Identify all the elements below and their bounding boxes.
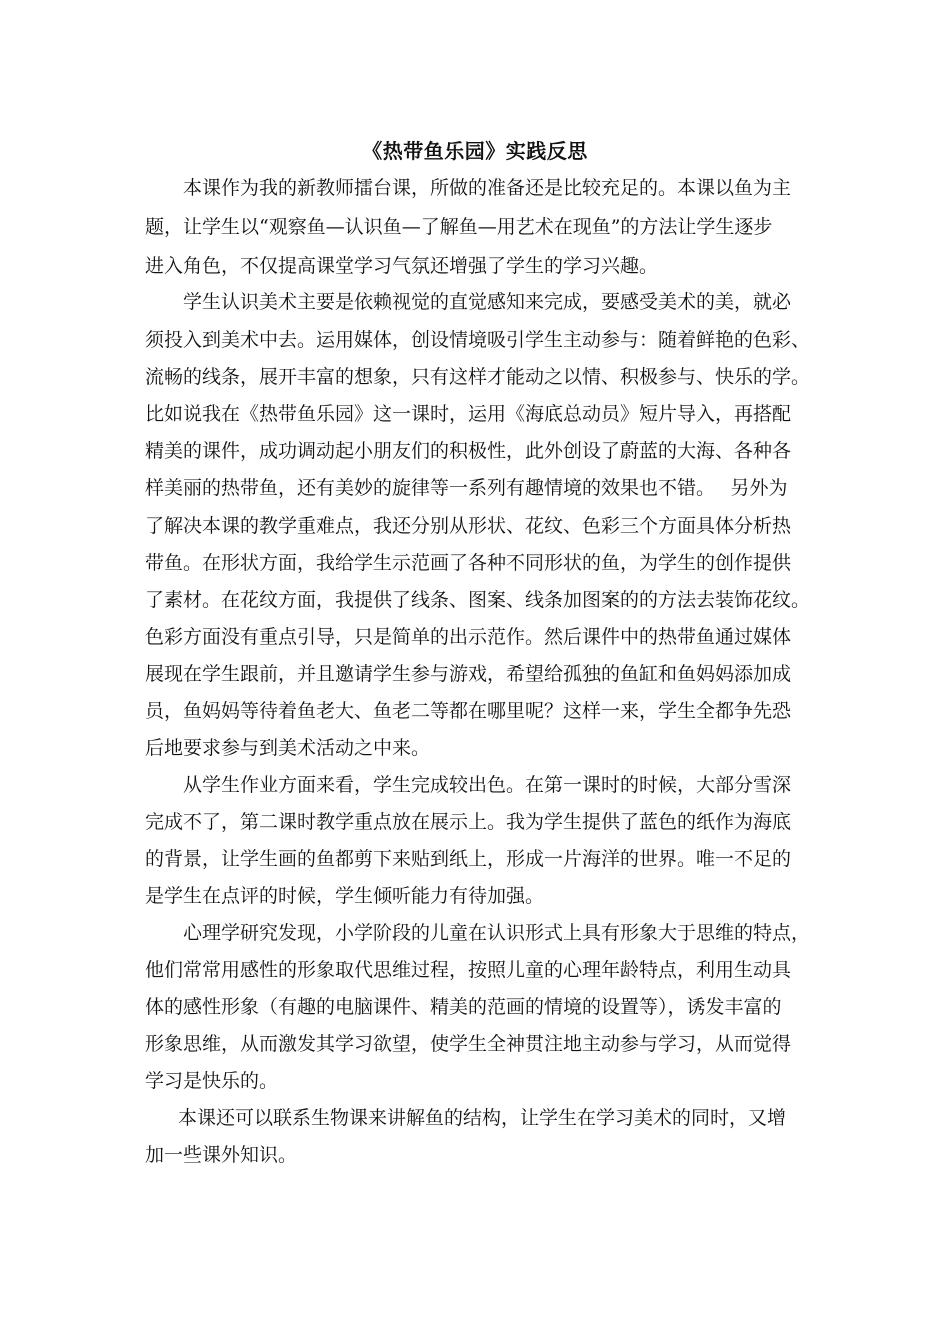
paragraph-3-line-3: 的背景，让学生画的鱼都剪下来贴到纸上，形成一片海洋的世界。唯一不足的 (145, 848, 792, 870)
paragraph-4-line-2: 他们常常用感性的形象取代思维过程，按照儿童的心理年龄特点，利用生动具 (145, 959, 792, 981)
paragraph-2-line-10: 色彩方面没有重点引导，只是简单的出示范作。然后课件中的热带鱼通过媒体 (145, 626, 792, 648)
paragraph-4-line-1: 心理学研究发现，小学阶段的儿童在认识形式上具有形象大于思维的特点， (183, 922, 811, 944)
paragraph-2-line-7: 了解决本课的教学重难点，我还分别从形状、花纹、色彩三个方面具体分析热 (145, 515, 792, 537)
paragraph-2-line-9: 了素材。在花纹方面，我提供了线条、图案、线条加图案的的方法去装饰花纹。 (145, 589, 811, 611)
paragraph-2-line-2: 须投入到美术中去。运用媒体，创设情境吸引学生主动参与：随着鲜艳的色彩、 (145, 329, 811, 351)
paragraph-2-line-11: 展现在学生跟前，并且邀请学生参与游戏，希望给孤独的鱼缸和鱼妈妈添加成 (145, 663, 792, 685)
paragraph-1-line-2: 题，让学生以“观察鱼—认识鱼—了解鱼—用艺术在现鱼”的方法让学生逐步 (145, 216, 773, 238)
paragraph-5-line-2: 加一些课外知识。 (145, 1144, 298, 1166)
paragraph-1-line-1: 本课作为我的新教师擂台课，所做的准备还是比较充足的。本课以鱼为主 (183, 177, 792, 199)
paragraph-4-line-3: 体的感性形象（有趣的电脑课件、精美的范画的情境的设置等），诱发丰富的 (145, 996, 782, 1018)
paragraph-3-line-1: 从学生作业方面来看，学生完成较出色。在第一课时的时候，大部分雪深 (183, 774, 792, 796)
paragraph-2-line-13: 后地要求参与到美术活动之中来。 (145, 737, 431, 759)
paragraph-3-line-4: 是学生在点评的时候，学生倾听能力有待加强。 (145, 885, 545, 907)
paragraph-2-line-4: 比如说我在《热带鱼乐园》这一课时，运用《海底总动员》短片导入，再搭配 (145, 403, 792, 425)
paragraph-4-line-4: 形象思维，从而激发其学习欲望，使学生全神贯注地主动参与学习，从而觉得 (145, 1033, 792, 1055)
paragraph-3-line-2: 完成不了，第二课时教学重点放在展示上。我为学生提供了蓝色的纸作为海底 (145, 811, 792, 833)
paragraph-2-line-8: 带鱼。在形状方面，我给学生示范画了各种不同形状的鱼，为学生的创作提供 (145, 552, 792, 574)
paragraph-2-line-6: 样美丽的热带鱼，还有美妙的旋律等一系列有趣情境的效果也不错。 另外为 (145, 477, 788, 499)
paragraph-4-line-5: 学习是快乐的。 (145, 1070, 279, 1092)
paragraph-1-line-3: 进入角色，不仅提高课堂学习气氛还增强了学生的学习兴趣。 (145, 255, 659, 277)
paragraph-5-line-1: 本课还可以联系生物课来讲解鱼的结构，让学生在学习美术的同时，又增 (178, 1107, 787, 1129)
paragraph-2-line-3: 流畅的线条，展开丰富的想象，只有这样才能动之以情、积极参与、快乐的学。 (145, 366, 811, 388)
document-title: 《热带鱼乐园》实践反思 (362, 139, 588, 163)
paragraph-2-line-12: 员，鱼妈妈等待着鱼老大、鱼老二等都在哪里呢？这样一来，学生全都争先恐 (145, 700, 792, 722)
paragraph-2-line-5: 精美的课件，成功调动起小朋友们的积极性，此外创设了蔚蓝的大海、各种各 (145, 440, 792, 462)
paragraph-2-line-1: 学生认识美术主要是依赖视觉的直觉感知来完成，要感受美术的美，就必 (183, 291, 792, 313)
